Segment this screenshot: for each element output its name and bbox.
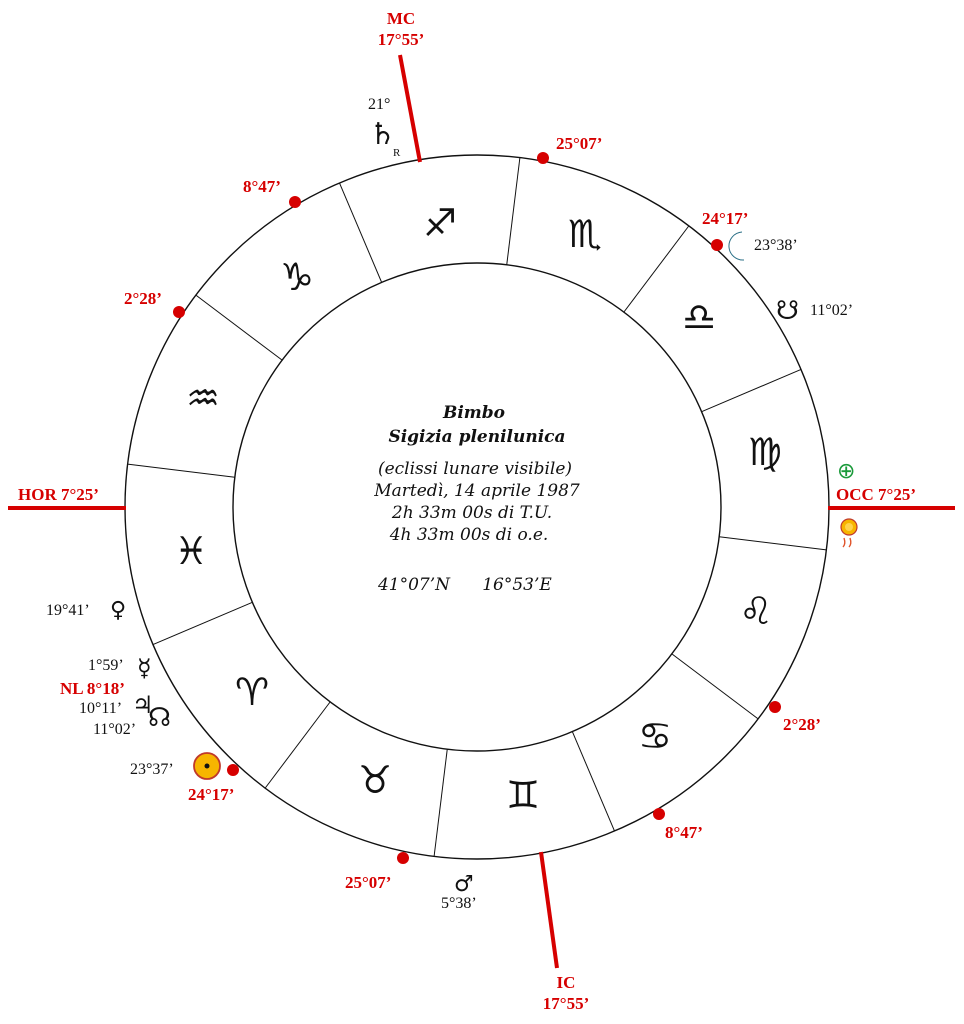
mc-axis-line [400, 55, 420, 162]
mc-label: MC [386, 9, 416, 28]
aries-icon: ♈ [234, 670, 270, 714]
ic-axis-line [541, 852, 557, 968]
aquarius-icon: ♒ [185, 376, 221, 420]
sign-divider [672, 654, 758, 719]
chart-latitude: 41°07’N [377, 575, 451, 595]
libra-icon: ♎ [681, 295, 717, 339]
cusp-dot [769, 701, 781, 713]
sign-divider [128, 464, 235, 477]
moon-degree: 23°38’ [754, 237, 798, 254]
chart-date: Martedì, 14 aprile 1987 [374, 481, 580, 501]
venus-icon: ♀ [110, 598, 127, 623]
leo-icon: ♌ [738, 589, 774, 633]
cusp-dot [227, 764, 239, 776]
cusp-label: 24°17’ [702, 209, 749, 228]
cusp-dot [289, 196, 301, 208]
cusp-label: 25°07’ [345, 873, 392, 892]
sign-divider [507, 158, 520, 265]
sign-divider [153, 602, 252, 644]
sign-divider [624, 226, 689, 312]
moon-icon [729, 232, 744, 260]
cusp-label: 8°47’ [243, 177, 281, 196]
jupiter-degree: 10°11’ [79, 700, 123, 717]
pisces-icon: ♓ [173, 529, 209, 573]
new-moon-label: NL 8°18’ [60, 679, 125, 698]
cusp-label: 2°28’ [783, 715, 821, 734]
scorpio-icon: ♏ [567, 212, 603, 256]
sun-symbol-icon [841, 519, 857, 547]
cusp-dot [653, 808, 665, 820]
mercury-icon: ☿ [137, 654, 152, 682]
chart-title: Bimbo [442, 403, 506, 423]
cancer-icon: ♋ [637, 714, 673, 758]
cusp-label: 8°47’ [665, 823, 703, 842]
sun-icon [194, 753, 220, 779]
cusp-dot [397, 852, 409, 864]
sign-divider [702, 369, 801, 411]
sign-divider [719, 537, 826, 550]
cusp-label: 24°17’ [188, 785, 235, 804]
mercury-degree: 1°59’ [88, 657, 124, 674]
ic-degree: 17°55’ [542, 994, 590, 1013]
chart-info [373, 403, 580, 595]
cusp-dot [711, 239, 723, 251]
mars-icon: ♂ [454, 872, 474, 897]
sign-divider [339, 183, 381, 282]
chart-subtitle: Sigizia plenilunica [388, 427, 566, 447]
sign-divider [265, 702, 330, 788]
virgo-icon: ♍ [747, 430, 783, 474]
sagittarius-icon: ♐ [422, 201, 458, 245]
hor-label: HOR 7°25’ [18, 485, 99, 504]
taurus-icon: ♉ [357, 758, 393, 802]
cusp-dot [173, 306, 185, 318]
sign-divider [572, 732, 614, 831]
chart-longitude: 16°53’E [482, 575, 552, 595]
mc-degree: 17°55’ [377, 30, 425, 49]
chart-note: (eclissi lunare visibile) [377, 459, 573, 479]
mars-degree: 5°38’ [441, 895, 477, 912]
cusp-label: 25°07’ [556, 134, 603, 153]
cusp-label: 2°28’ [124, 289, 162, 308]
saturn-retrograde: R [393, 147, 401, 159]
gemini-icon: ♊ [505, 773, 541, 817]
venus-degree: 19°41’ [46, 602, 90, 619]
south-node-degree: 11°02’ [810, 302, 854, 319]
chart-time-local: 4h 33m 00s di o.e. [389, 525, 549, 545]
north-node-degree: 11°02’ [93, 721, 137, 738]
cusp-dot [537, 152, 549, 164]
sun-degree: 23°37’ [130, 761, 174, 778]
occ-label: OCC 7°25’ [836, 485, 916, 504]
south-node-icon: ☋ [776, 296, 800, 326]
jupiter-icon: ♃ [132, 691, 154, 719]
earth-icon: ⊕ [837, 459, 856, 484]
north-node-icon: ☊ [148, 703, 172, 733]
saturn-degree: 21° [368, 96, 391, 113]
capricorn-icon: ♑ [279, 255, 315, 299]
sign-divider [196, 295, 282, 360]
chart-time-ut: 2h 33m 00s di T.U. [391, 503, 553, 523]
ic-label: IC [556, 973, 576, 992]
saturn-icon: ♄ [369, 117, 396, 152]
sign-divider [434, 749, 447, 856]
